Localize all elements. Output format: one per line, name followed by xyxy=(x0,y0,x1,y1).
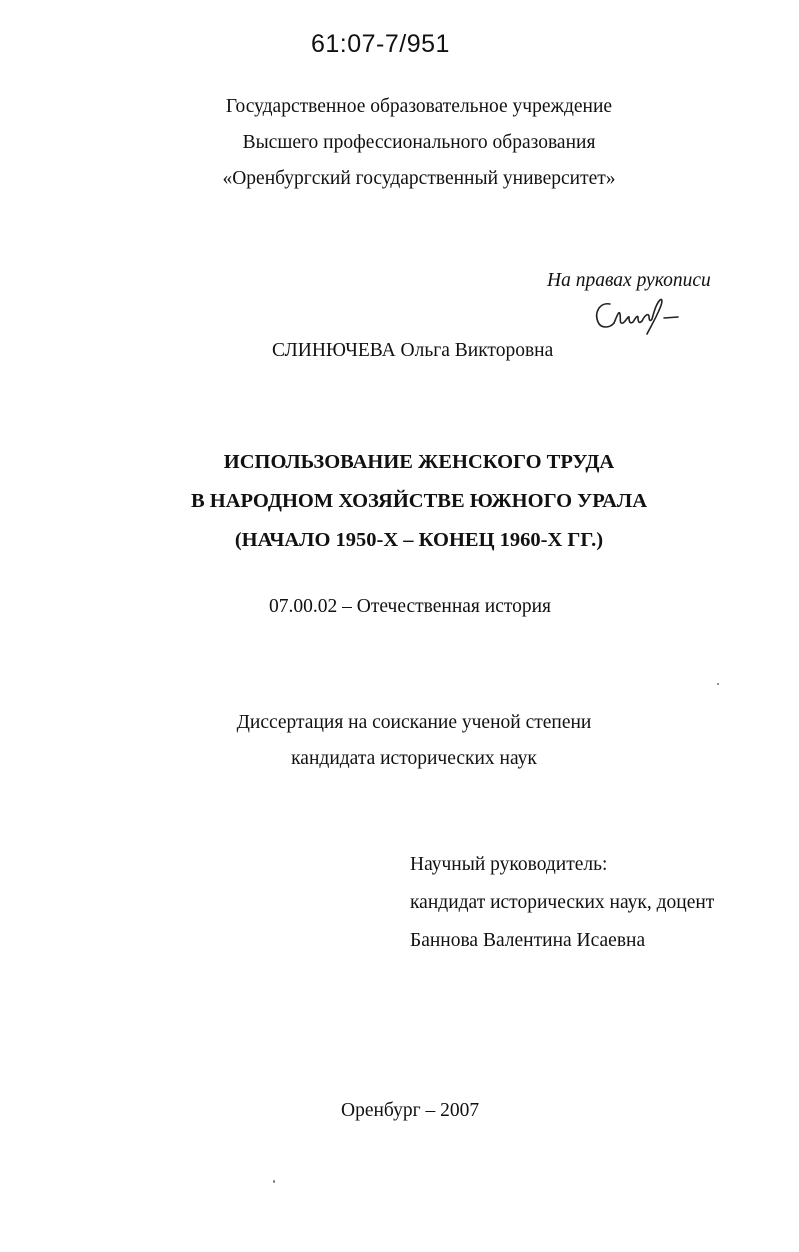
degree-line-2: кандидата исторических наук xyxy=(291,748,537,769)
degree-line-1: Диссертация на соискание ученой степени xyxy=(236,712,592,733)
title-line-3: (НАЧАЛО 1950-Х – КОНЕЦ 1960-Х ГГ.) xyxy=(234,529,604,551)
title-line-1: ИСПОЛЬЗОВАНИЕ ЖЕНСКОГО ТРУДА xyxy=(223,451,615,473)
supervisor-name: Баннова Валентина Исаевна xyxy=(410,930,646,951)
institution-line-1: Государственное образовательное учреждение xyxy=(225,96,613,117)
manuscript-rights-note: На правах рукописи xyxy=(547,270,711,291)
institution-line-2: Высшего профессионального образования xyxy=(242,132,596,153)
catalog-number: 61:07-7/951 xyxy=(311,30,450,58)
title-line-2: В НАРОДНОМ ХОЗЯЙСТВЕ ЮЖНОГО УРАЛА xyxy=(190,490,648,512)
institution-line-3: «Оренбургский государственный университет» xyxy=(222,168,616,189)
specialty-code: 07.00.02 – Отечественная история xyxy=(269,596,552,617)
author-name: СЛИНЮЧЕВА Ольга Викторовна xyxy=(272,340,554,361)
dissertation-title xyxy=(0,443,799,560)
city-year: Оренбург – 2007 xyxy=(341,1100,480,1121)
institution-block xyxy=(0,89,799,197)
supervisor-block xyxy=(410,846,714,960)
supervisor-label: Научный руководитель: xyxy=(410,854,608,875)
scan-speck xyxy=(717,683,719,685)
scan-speck xyxy=(273,1180,275,1183)
supervisor-rank: кандидат исторических наук, доцент xyxy=(410,892,715,913)
degree-statement xyxy=(0,705,799,777)
handwritten-signature xyxy=(592,296,682,336)
